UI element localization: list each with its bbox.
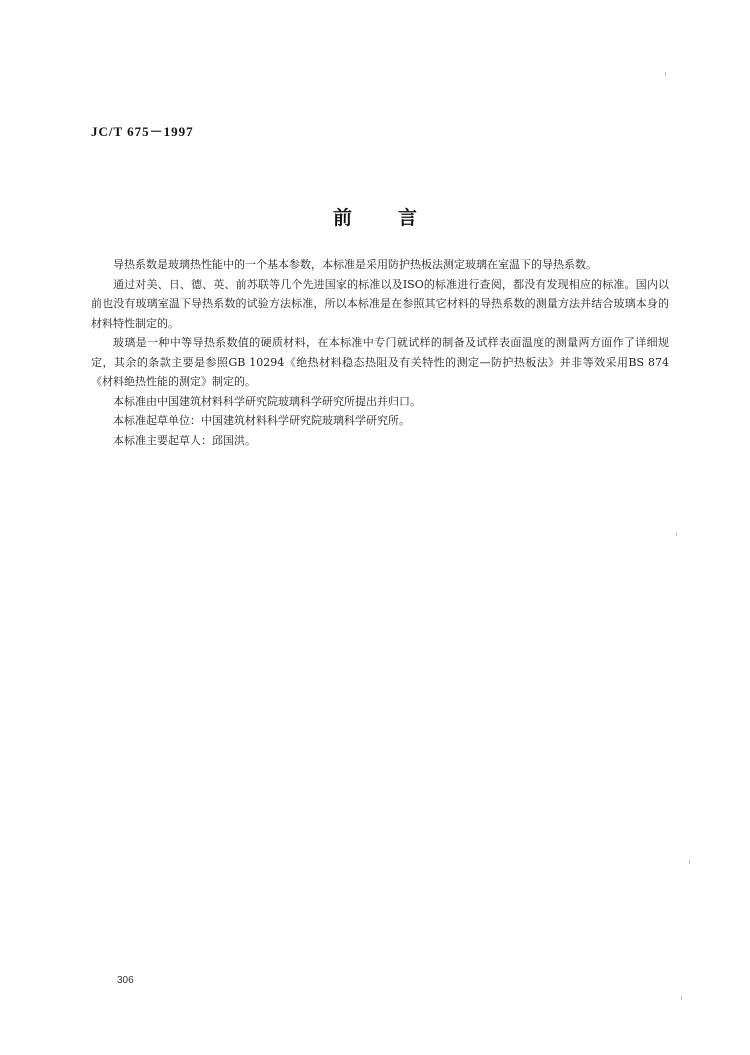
document-code: JC/T 675－1997: [91, 124, 194, 139]
scan-speck: [689, 860, 690, 864]
page-number: 306: [117, 975, 134, 986]
paragraph-drafting-unit: 本标准起草单位：中国建筑材料科学研究院玻璃科学研究所。: [113, 414, 410, 427]
paragraph-drafter: 本标准主要起草人：邱国洪。: [113, 433, 256, 447]
scan-speck: [676, 532, 677, 536]
foreword-body: [91, 255, 669, 450]
paragraph-scope: 玻璃是一种中等导热系数值的硬质材料，在本标准中专门就试样的制备及试样表面温度的测量两方面作了详细规定，其余的条款主要是参照GB 10294《绝热材料稳态热阻及有关特性的测定—防护热板法》并非等效采用BS 874《材料绝热性能的测定》制定的。: [91, 336, 669, 388]
page-title: 前言: [332, 207, 463, 229]
scan-speck: [665, 72, 666, 76]
paragraph-background: 通过对美、日、德、英、前苏联等几个先进国家的标准以及ISO的标准进行查阅，都没有发现相应的标准。国内以前也没有玻璃室温下导热系数的试验方法标准，所以本标准是在参照其它材料的导热系数的测量方法并结合玻璃本身的材料特性制定的。: [91, 277, 669, 330]
paragraph-intro: 导热系数是玻璃热性能中的一个基本参数，本标准是采用防护热板法测定玻璃在室温下的导热系数。: [113, 258, 597, 271]
paragraph-proposer: 本标准由中国建筑材料科学研究院玻璃科学研究所提出并归口。: [113, 394, 421, 408]
scan-speck: [681, 996, 682, 1000]
